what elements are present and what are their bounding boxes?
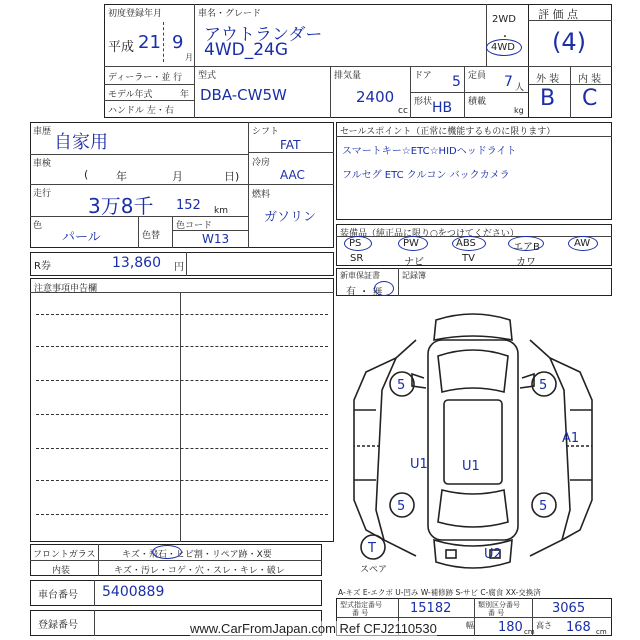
color-value: パール [62, 230, 101, 245]
door-label: ドア [414, 71, 432, 81]
record-book-label: 記録簿 [402, 271, 426, 280]
shift: FAT [280, 138, 301, 152]
color-label: 色 [33, 221, 43, 231]
category-label: 類別区分番号 [478, 601, 520, 609]
inspection-month: 月 [172, 170, 183, 183]
damage-mark-right-door: A1 [562, 431, 580, 446]
height-unit: cm [596, 628, 607, 636]
drive-4wd: 4WD [491, 42, 515, 53]
displacement: 2400 [356, 88, 395, 106]
interior-grade: C [582, 86, 598, 111]
equip-navi: ナビ [404, 257, 424, 268]
score-label: 評 価 点 [538, 8, 578, 21]
car-grade: 4WD_24G [204, 40, 289, 60]
model-year-unit: 年 [180, 90, 190, 100]
recycle-amount: 13,860 [112, 255, 161, 271]
mileage-value: 3万8千 [88, 194, 154, 218]
damage-mark-left-door: U1 [410, 457, 428, 472]
name-grade-label: 車名・グレード [198, 9, 262, 19]
displacement-label: 排気量 [334, 71, 362, 81]
chassis-label: 車台番号 [38, 590, 78, 601]
exterior-grade: B [540, 86, 556, 111]
dealer-label: ディーラー・並 行 [108, 73, 183, 83]
equip-abs: ABS [456, 238, 476, 249]
equip-pw-circle [398, 236, 428, 251]
reg-year: 21 [138, 32, 161, 53]
height-value: 168 [566, 620, 591, 635]
color-swap-label: 色替 [142, 231, 161, 241]
tire-rear-right-mark: 5 [539, 499, 548, 514]
fuel: ガソリン [264, 210, 317, 225]
width-unit: cm [524, 628, 535, 636]
interior-cond-label: 内装 [52, 566, 71, 576]
drive-dot: ・ [500, 32, 510, 43]
equip-leather: カワ [516, 257, 536, 268]
tire-front-left-mark: 5 [397, 378, 406, 393]
load-label: 積載 [468, 97, 487, 107]
spare-tire-mark: T [368, 541, 376, 556]
equip-abs-circle [452, 236, 486, 251]
era: 平成 [108, 40, 135, 55]
recycle-label: R券 [34, 261, 51, 272]
drive-4wd-circle [486, 39, 522, 56]
type-cert-sub: 番 号 [352, 609, 369, 617]
damage-mark-roof: U1 [462, 459, 480, 474]
vehicle-use: 自家用 [54, 132, 108, 153]
shape: HB [432, 100, 453, 116]
category-number: 3065 [552, 601, 586, 616]
width-value: 180 [498, 620, 523, 635]
width-label: 幅 [466, 621, 474, 630]
tire-front-right-mark: 5 [539, 378, 548, 393]
windshield-chip-circle [152, 545, 182, 559]
recycle-unit: 円 [174, 262, 184, 273]
model-code: DBA-CW5W [200, 86, 287, 104]
inspection-day: 日) [224, 170, 240, 183]
shift-label: シフト [252, 127, 280, 137]
tire-rear-left-mark: 5 [397, 499, 406, 514]
fuel-label: 燃料 [252, 190, 271, 200]
equip-tv: TV [462, 253, 475, 264]
capacity-unit: 人 [515, 83, 525, 93]
watermark: www.CarFromJapan.com Ref CFJ2110530 [190, 621, 437, 636]
inspection-open: ( [84, 168, 89, 181]
kg-unit: kg [514, 106, 524, 115]
doors: 5 [452, 74, 461, 90]
aircon: AAC [280, 168, 305, 182]
category-sub: 番 号 [488, 609, 505, 617]
equip-pw: PW [403, 238, 419, 249]
handle-label: ハンドル 左・右 [108, 106, 174, 116]
equip-ps: PS [349, 238, 362, 249]
equip-aw: AW [574, 238, 591, 249]
equip-ps-circle [344, 236, 372, 251]
windshield-label: フロントガラス [33, 550, 96, 560]
height-label: 高さ [536, 621, 552, 630]
shape-label: 形状 [414, 97, 433, 107]
windshield-text: キズ・飛石・ヒビ割・リペア跡・X要 [122, 550, 272, 560]
equip-aw-circle [568, 236, 598, 251]
model-year-label: モデル年式 [108, 90, 153, 100]
warranty-options: 有 ・ 無 [346, 287, 383, 298]
inspection-label: 車検 [33, 159, 52, 169]
drive-2wd: 2WD [492, 14, 516, 25]
car-damage-diagram [336, 300, 612, 582]
inspection-year: 年 [116, 170, 127, 183]
capacity-label: 定員 [468, 71, 487, 81]
notes-box [30, 278, 334, 542]
type-cert-label: 型式指定番号 [340, 601, 382, 609]
km-unit: km [214, 206, 228, 216]
color-code-label: 色コード [176, 221, 213, 231]
type-label: 型式 [198, 71, 217, 81]
car-name: アウトランダー [204, 25, 323, 45]
reg-month: 9 [172, 32, 184, 53]
score-value: (4) [552, 28, 586, 56]
equip-airbag: エアB [513, 242, 540, 253]
aircon-label: 冷房 [252, 158, 271, 168]
damage-legend: A-キズ E-エクボ U-凹み W-補修跡 S-サビ C-腐食 XX-交換済 [338, 588, 541, 597]
new-car-warranty-label: 新車保証書 [340, 271, 380, 280]
sales-title: セールスポイント（正常に機能するものに限ります） [340, 127, 556, 137]
spare-label: スペア [360, 565, 388, 575]
equip-sr: SR [350, 253, 364, 264]
cc-unit: cc [398, 106, 408, 116]
month-unit: 月 [185, 53, 193, 62]
interior-cond-text: キズ・汚レ・コゲ・穴・スレ・キレ・破レ [114, 566, 285, 576]
notes-label: 注意事項申告欄 [34, 284, 98, 294]
capacity: 7 [504, 74, 513, 90]
mileage-label: 走行 [33, 189, 52, 199]
first-reg-label: 初度登録年月 [108, 9, 163, 19]
exterior-label: 外 装 [536, 74, 560, 85]
vehicle-use-label: 車歴 [33, 127, 52, 137]
damage-mark-rear: U2 [484, 547, 502, 562]
interior-label: 内 装 [578, 74, 602, 85]
chassis-number: 5400889 [102, 584, 165, 600]
mileage-small: 152 [176, 198, 201, 213]
warranty-selected-circle [374, 281, 394, 296]
equip-airbag-circle [508, 236, 544, 251]
equipment-title: 装備品（純正品に限り○をつけてください） [340, 229, 519, 239]
registration-label: 登録番号 [38, 620, 78, 631]
sales-line-1: スマートキー☆ETC☆HIDヘッドライト [342, 146, 517, 157]
color-code: W13 [202, 232, 230, 246]
sales-line-2: フルセグ ETC クルコン バックカメラ [342, 170, 510, 181]
type-cert-number: 15182 [410, 601, 452, 616]
